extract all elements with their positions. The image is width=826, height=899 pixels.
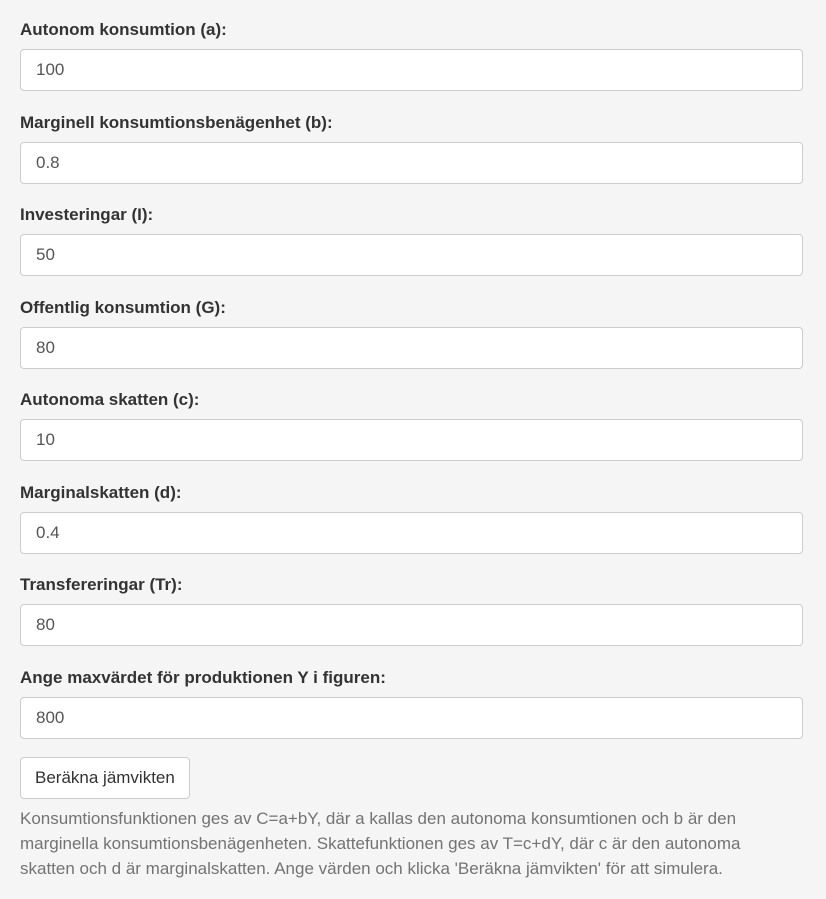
government-consumption-label: Offentlig konsumtion (G):: [20, 297, 226, 317]
autonomous-consumption-input[interactable]: [20, 49, 803, 91]
calculate-equilibrium-button[interactable]: Beräkna jämvikten: [20, 757, 190, 799]
field-transfers: [20, 555, 803, 648]
autonomous-tax-input[interactable]: [20, 419, 803, 461]
parameter-form: [20, 0, 803, 740]
field-max-production: [20, 648, 803, 741]
field-marginal-propensity: [20, 93, 803, 186]
field-autonomous-tax: [20, 370, 803, 463]
max-production-input[interactable]: [20, 697, 803, 739]
marginal-tax-label: Marginalskatten (d):: [20, 482, 182, 502]
field-marginal-tax: [20, 463, 803, 556]
field-investments: [20, 185, 803, 278]
autonomous-consumption-label: Autonom konsumtion (a):: [20, 20, 227, 39]
autonomous-tax-label: Autonoma skatten (c):: [20, 390, 200, 409]
investments-label: Investeringar (I):: [20, 205, 154, 224]
marginal-tax-input[interactable]: [20, 512, 803, 554]
government-consumption-input[interactable]: [20, 327, 803, 369]
marginal-propensity-label: Marginell konsumtionsbenägenhet (b):: [20, 112, 333, 132]
transfers-label: Transfereringar (Tr):: [20, 575, 183, 594]
marginal-propensity-input[interactable]: [20, 142, 803, 184]
help-text: Konsumtionsfunktionen ges av C=a+bY, där a kallas den autonoma konsumtionen och b är den marginella konsumtionsbenägenheten. Skattefunktionen ges av T=c+dY, där c är den autonoma skatten och d är marginalskatten. Ange värden och klicka 'Beräkna jämvikten' för att simulera.: [20, 809, 741, 878]
max-production-label: Ange maxvärdet för produktionen Y i figuren:: [20, 667, 386, 687]
transfers-input[interactable]: [20, 604, 803, 646]
field-autonomous-consumption: [20, 0, 803, 93]
field-government-consumption: [20, 278, 803, 371]
investments-input[interactable]: [20, 234, 803, 276]
